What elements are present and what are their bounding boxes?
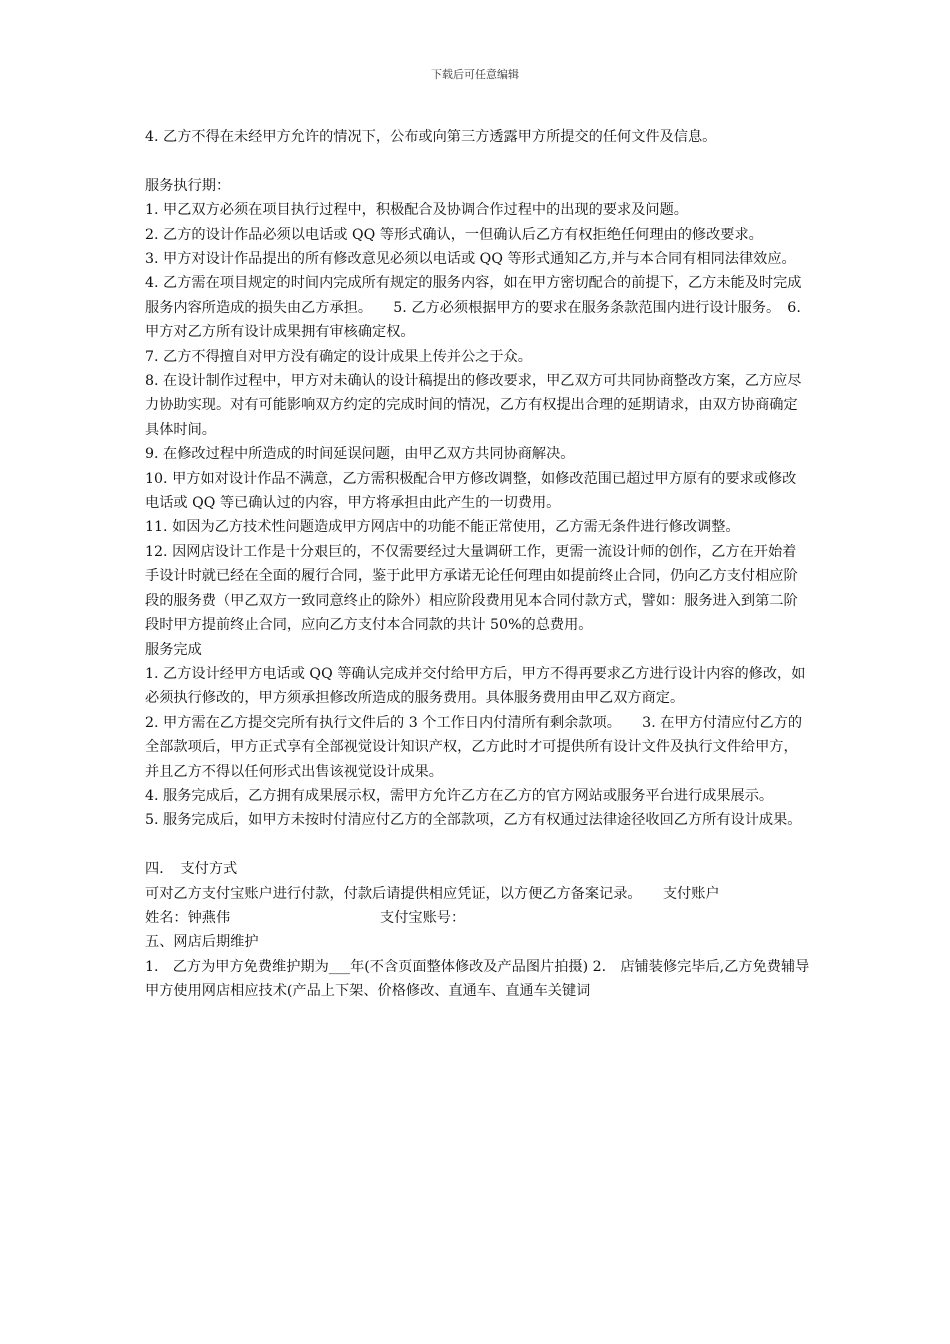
service-period-item: 11. 如因为乙方技术性问题造成甲方网店中的功能不能正常使用，乙方需无条件进行修改调整。 <box>145 519 740 536</box>
service-period-item: 8. 在设计制作过程中，甲方对未确认的设计稿提出的修改要求，甲乙双方可共同协商整改方案，乙方应尽力协助实现。对有可能影响双方约定的完成时间的情况，乙方有权提出合理的延期请求，由双方协商确定具体时间。 <box>145 373 802 438</box>
service-complete-item: 4. 服务完成后，乙方拥有成果展示权，需甲方允许乙方在乙方的官方网站或服务平台进行成果展示。 <box>145 787 774 804</box>
payment-text: 可对乙方支付宝账户进行付款，付款后请提供相应凭证，以方便乙方备案记录。 支付账户 <box>145 885 720 902</box>
section-heading-service-period: 服务执行期： <box>145 177 231 194</box>
payment-account-row <box>145 906 810 930</box>
section-heading-payment: 四． 支付方式 <box>145 861 238 878</box>
page-header: 下载后可任意编辑 <box>431 68 519 81</box>
service-complete-item: 2. 甲方需在乙方提交完所有执行文件后的 3 个工作日内付清所有剩余款项。 3. 在甲方付清应付乙方的全部款项后，甲方正式享有全部视觉设计知识产权，乙方此时才可提供所有设计文件及执行文件给甲方，并且乙方不得以任何形式出售该视觉设计成果。 <box>145 714 803 780</box>
document-body <box>145 125 810 1004</box>
service-period-item: 2. 乙方的设计作品必须以电话或 QQ 等形式确认，一但确认后乙方有权拒绝任何理由的修改要求。 <box>145 226 763 243</box>
service-period-item: 12. 因网店设计工作是十分艰巨的，不仅需要经过大量调研工作，更需一流设计师的创作，乙方在开始着手设计时就已经在全面的履行合同，鉴于此甲方承诺无论任何理由如提前终止合同，仍向乙方支付相应阶段的服务费（甲乙双方一致同意终止的除外）相应阶段费用见本合同付款方式，譬如：服务进入到第二阶段时甲方提前终止合同，应向乙方支付本合同款的共计 50%的总费用。 <box>145 543 798 634</box>
service-period-item: 4. 乙方需在项目规定的时间内完成所有规定的服务内容，如在甲方密切配合的前提下，乙方未能及时完成服务内容所造成的损失由乙方承担。 5. 乙方必须根据甲方的要求在服务条款范围内进行设计服务。 6. 甲方对乙方所有设计成果拥有审核确定权。 <box>145 275 802 341</box>
service-period-item: 10. 甲方如对设计作品不满意，乙方需积极配合甲方修改调整，如修改范围已超过甲方原有的要求或修改电话或 QQ 等已确认过的内容，甲方将承担由此产生的一切费用。 <box>145 470 797 512</box>
paragraph-confidentiality: 4. 乙方不得在未经甲方允许的情况下，公布或向第三方透露甲方所提交的任何文件及信息。 <box>145 129 717 145</box>
service-period-item: 7. 乙方不得擅自对甲方没有确定的设计成果上传并公之于众。 <box>145 348 532 365</box>
service-period-item: 3. 甲方对设计作品提出的所有修改意见必须以电话或 QQ 等形式通知乙方,并与本合同有相同法律效应。 <box>145 251 796 268</box>
section-heading-maintenance: 五、网店后期维护 <box>145 934 259 951</box>
alipay-account-label: 支付宝账号： <box>380 909 466 926</box>
service-period-item: 9. 在修改过程中所造成的时间延误问题，由甲乙双方共同协商解决。 <box>145 446 575 463</box>
service-complete-item: 5. 服务完成后，如甲方未按时付清应付乙方的全部款项，乙方有权通过法律途径收回乙方所有设计成果。 <box>145 812 802 829</box>
section-heading-service-complete: 服务完成 <box>145 641 202 658</box>
maintenance-text: 1. 乙方为甲方免费维护期为___年(不含页面整体修改及产品图片拍摄) 2. 店铺装修完毕后,乙方免费辅导甲方使用网店相应技术(产品上下架、价格修改、直通车、直通车关键词 <box>145 958 810 1000</box>
service-complete-item: 1. 乙方设计经甲方电话或 QQ 等确认完成并交付给甲方后，甲方不得再要求乙方进行设计内容的修改，如必须执行修改的，甲方须承担修改所造成的服务费用。具体服务费用由甲乙双方商定。 <box>145 665 806 707</box>
service-period-item: 1. 甲乙双方必须在项目执行过程中，积极配合及协调合作过程中的出现的要求及问题。 <box>145 202 688 219</box>
payee-name: 姓名：钟燕伟 <box>145 909 231 926</box>
